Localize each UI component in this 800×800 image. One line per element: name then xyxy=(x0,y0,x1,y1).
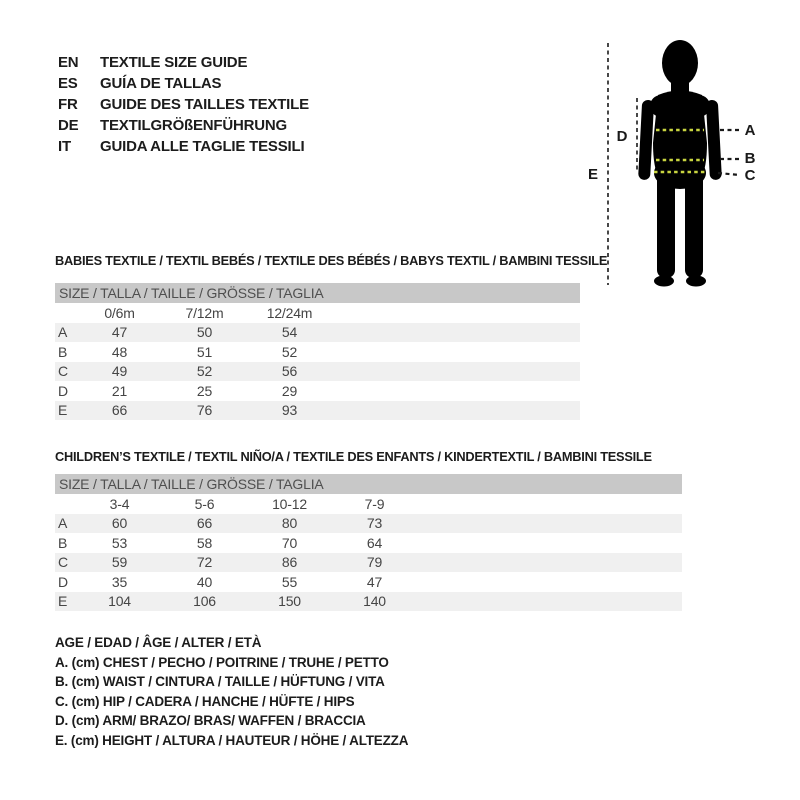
cell-value: 150 xyxy=(278,593,301,610)
table-row xyxy=(55,401,580,421)
language-title-list xyxy=(58,52,309,157)
lang-title: GUIDE DES TAILLES TEXTILE xyxy=(100,96,309,113)
cell-value: 21 xyxy=(111,382,128,399)
row-label: A xyxy=(58,515,68,532)
measurement-figure xyxy=(580,25,780,305)
label-a-chest: A xyxy=(744,122,756,139)
lang-row-it xyxy=(58,136,309,157)
cell-value: 58 xyxy=(196,534,213,551)
label-e-height: E xyxy=(587,166,599,183)
cell-value: 64 xyxy=(366,534,383,551)
cell-value: 79 xyxy=(366,554,383,571)
column-header: 3-4 xyxy=(109,495,130,512)
lang-title: TEXTILE SIZE GUIDE xyxy=(100,54,248,71)
cell-value: 72 xyxy=(196,554,213,571)
cell-value: 52 xyxy=(281,343,298,360)
table-row xyxy=(55,323,580,343)
row-label: C xyxy=(58,363,68,380)
size-header-bar: SIZE / TALLA / TAILLE / GRÖSSE / TAGLIA xyxy=(55,474,682,494)
lang-title: GUIDA ALLE TAGLIE TESSILI xyxy=(100,138,305,155)
cell-value: 73 xyxy=(366,515,383,532)
cell-value: 35 xyxy=(111,573,128,590)
cell-value: 40 xyxy=(196,573,213,590)
cell-value: 49 xyxy=(111,363,128,380)
row-label: D xyxy=(58,573,68,590)
size-header-bar: SIZE / TALLA / TAILLE / GRÖSSE / TAGLIA xyxy=(55,283,580,303)
label-d-arm: D xyxy=(616,128,628,145)
cell-value: 86 xyxy=(281,554,298,571)
cell-value: 70 xyxy=(281,534,298,551)
lang-title: GUÍA DE TALLAS xyxy=(100,75,222,92)
cell-value: 104 xyxy=(108,593,131,610)
cell-value: 50 xyxy=(196,324,213,341)
cell-value: 80 xyxy=(281,515,298,532)
label-c-hip: C xyxy=(744,167,756,184)
row-label: A xyxy=(58,324,68,341)
table-row xyxy=(55,533,682,553)
table-row xyxy=(55,342,580,362)
legend-hip: C. (cm) HIP / CADERA / HANCHE / HÜFTE / HIPS xyxy=(55,693,355,709)
column-header-row xyxy=(55,494,682,514)
lang-code: ES xyxy=(58,75,78,92)
cell-value: 93 xyxy=(281,402,298,419)
lang-code: FR xyxy=(58,96,78,113)
cell-value: 59 xyxy=(111,554,128,571)
row-label: D xyxy=(58,382,68,399)
cell-value: 76 xyxy=(196,402,213,419)
column-header: 0/6m xyxy=(104,304,135,321)
table-row xyxy=(55,592,682,612)
lang-code: EN xyxy=(58,54,79,71)
child-silhouette-diagram xyxy=(580,25,780,305)
column-header: 7-9 xyxy=(364,495,385,512)
legend-height: E. (cm) HEIGHT / ALTURA / HAUTEUR / HÖHE / ALTEZZA xyxy=(55,732,409,748)
cell-value: 106 xyxy=(193,593,216,610)
measurement-legend xyxy=(55,633,408,750)
cell-value: 56 xyxy=(281,363,298,380)
cell-value: 51 xyxy=(196,343,213,360)
cell-value: 66 xyxy=(111,402,128,419)
cell-value: 47 xyxy=(366,573,383,590)
childrens-table-title: CHILDREN’S TEXTILE / TEXTIL NIÑO/A / TEXTILE DES ENFANTS / KINDERTEXTIL / BAMBINI TESSILE xyxy=(55,449,652,464)
cell-value: 66 xyxy=(196,515,213,532)
lang-code: DE xyxy=(58,117,79,134)
lang-row-de xyxy=(58,115,309,136)
lang-row-fr xyxy=(58,94,309,115)
cell-value: 140 xyxy=(363,593,386,610)
lang-row-es xyxy=(58,73,309,94)
lang-row-en xyxy=(58,52,309,73)
row-label: B xyxy=(58,534,68,551)
label-b-waist: B xyxy=(744,150,756,167)
cell-value: 60 xyxy=(111,515,128,532)
legend-age: AGE / EDAD / ÂGE / ALTER / ETÀ xyxy=(55,635,262,650)
lang-title: TEXTILGRÖßENFÜHRUNG xyxy=(100,117,288,134)
column-header: 10-12 xyxy=(272,495,307,512)
cell-value: 25 xyxy=(196,382,213,399)
row-label: B xyxy=(58,343,68,360)
cell-value: 29 xyxy=(281,382,298,399)
cell-value: 52 xyxy=(196,363,213,380)
legend-chest: A. (cm) CHEST / PECHO / POITRINE / TRUHE / PETTO xyxy=(55,654,389,670)
child-silhouette xyxy=(638,40,722,287)
column-header: 7/12m xyxy=(185,304,224,321)
table-row xyxy=(55,381,580,401)
babies-size-table xyxy=(55,252,608,420)
table-row xyxy=(55,572,682,592)
column-header: 12/24m xyxy=(266,304,313,321)
column-header: 5-6 xyxy=(194,495,215,512)
babies-table-title: BABIES TEXTILE / TEXTIL BEBÉS / TEXTILE DES BÉBÉS / BABYS TEXTIL / BAMBINI TESSILE xyxy=(55,253,608,268)
cell-value: 48 xyxy=(111,343,128,360)
cell-value: 53 xyxy=(111,534,128,551)
lang-code: IT xyxy=(58,138,71,155)
table-row xyxy=(55,514,682,534)
childrens-size-table xyxy=(55,448,682,611)
cell-value: 54 xyxy=(281,324,298,341)
table-row xyxy=(55,553,682,573)
column-header-row xyxy=(55,303,580,323)
row-label: E xyxy=(58,402,68,419)
cell-value: 47 xyxy=(111,324,128,341)
legend-arm: D. (cm) ARM/ BRAZO/ BRAS/ WAFFEN / BRACCIA xyxy=(55,713,366,728)
row-label: C xyxy=(58,554,68,571)
legend-waist: B. (cm) WAIST / CINTURA / TAILLE / HÜFTUNG / VITA xyxy=(55,674,385,689)
cell-value: 55 xyxy=(281,573,298,590)
row-label: E xyxy=(58,593,68,610)
table-row xyxy=(55,362,580,382)
